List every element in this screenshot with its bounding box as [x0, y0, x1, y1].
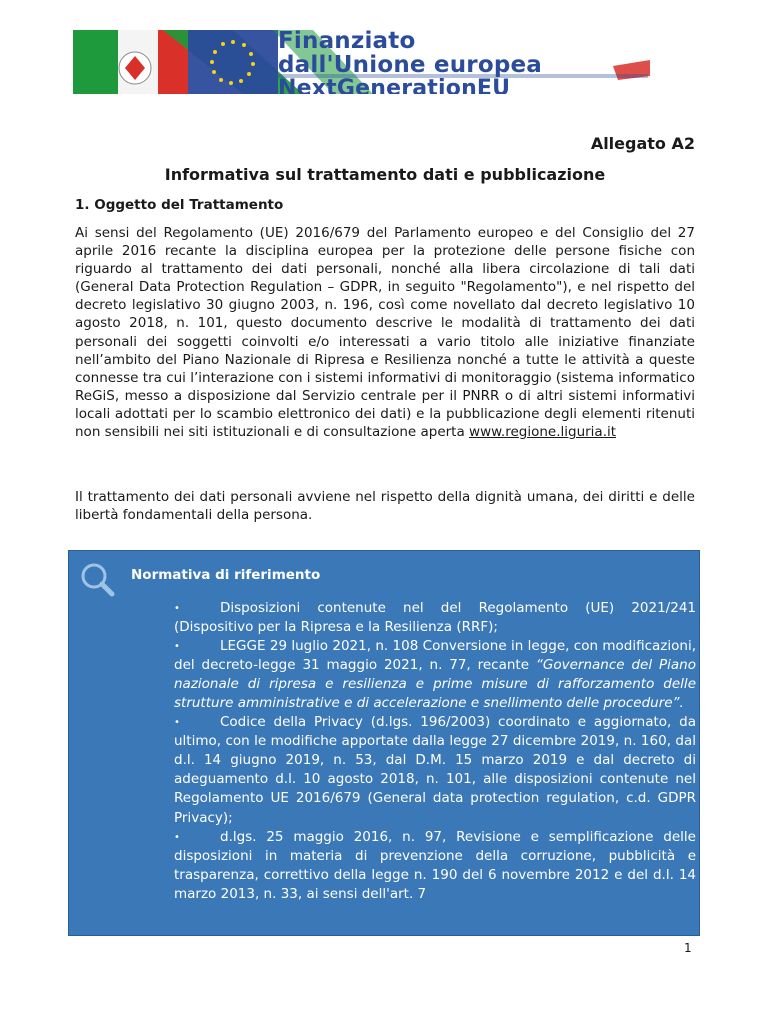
list-item-text: Disposizioni contenute nel del Regolamento (UE) 2021/241 (Dispositivo per la Ripresa e la Resilienza (RRF); — [174, 600, 696, 636]
list-item — [174, 713, 696, 827]
regione-liguria-link[interactable]: www.regione.liguria.it — [469, 424, 617, 441]
banner-line-3: NextGenerationEU — [278, 76, 511, 94]
list-item-italic: “Governance del Piano nazionale di ripresa e resilienza e prime misure di rafforzamento delle strutture amministrative e di accelerazione e snellimento delle procedure”. — [174, 657, 696, 712]
banner-line-1: Finanziato — [278, 30, 416, 54]
list-item-text: LEGGE 29 luglio 2021, n. 108 Conversione in legge, con modificazioni, del decreto-legge 31 maggio 2021, n. 77, recante — [174, 638, 696, 674]
section-heading: 1. Oggetto del Trattamento — [75, 197, 284, 213]
banner-line-2: dall'Unione europea — [278, 52, 543, 78]
paragraph-dignita: Il trattamento dei dati personali avviene nel rispetto della dignità umana, dei diritti e delle libertà fondamentali della persona. — [75, 489, 695, 524]
normativa-list — [174, 599, 696, 904]
document-title: Informativa sul trattamento dati e pubblicazione — [164, 165, 606, 184]
list-item — [174, 637, 696, 713]
paragraph-oggetto — [75, 224, 695, 441]
paragraph-oggetto-text: Ai sensi del Regolamento (UE) 2016/679 del Parlamento europeo e del Consiglio del 27 aprile 2016 recante la disciplina europea per la protezione delle persone fisiche con riguardo al trattamento dei dati personali, nonché alla libera circolazione di tali dati (General Data Protection Regulation – GDPR, in seguito "Regolamento"), e nel rispetto del decreto legislativo 30 giugno 2003, n. 196, così come novellato dal decreto legislativo 10 agosto 2018, n. 101, questo documento descrive le modalità di trattamento dei dati personali dei soggetti coinvolti e/o interessati a vario titolo alle iniziative finanziate nell’ambito del Piano Nazionale di Ripresa e Resilienza nonché a tutte le attività a queste connesse tra cui l’interazione con i sistemi informativi di monitoraggio (sistema informatico ReGiS, messo a disposizione dal Servizio centrale per il PNRR o di altri sistemi informativi locali adottati per lo scambio elettronico dei dati) e la pubblicazione degli elementi ritenuti non sensibili nei siti istituzionali e di consultazione aperta — [75, 225, 695, 441]
bullet-icon: • — [174, 603, 180, 614]
list-item — [174, 828, 696, 904]
list-item — [174, 599, 696, 637]
magnifier-icon — [77, 559, 117, 599]
list-item-text: Codice della Privacy (d.lgs. 196/2003) coordinato e aggiornato, da ultimo, con le modifiche apportate dalla legge 27 dicembre 2019, n. 160, dal d.l. 14 giugno 2019, n. 53, dal D.M. 15 marzo 2019 e dal decreto di adeguamento d.l. 10 agosto 2018, n. 101, alle disposizioni contenute nel Regolamento UE 2016/679 (General data protection regulation, c.d. GDPR Privacy); — [174, 714, 696, 826]
list-item-text: d.lgs. 25 maggio 2016, n. 97, Revisione e semplificazione delle disposizioni in materia di prevenzione della corruzione, pubblicità e trasparenza, correttivo della legge n. 190 del 6 novembre 2012 e del d.l. 14 marzo 2013, n. 33, ai sensi dell'art. 7 — [174, 828, 696, 902]
normativa-box — [68, 550, 700, 936]
bullet-icon: • — [174, 641, 180, 653]
eu-funding-banner — [73, 30, 650, 94]
bullet-icon: • — [174, 831, 180, 843]
normativa-title: Normativa di riferimento — [131, 567, 321, 583]
bullet-icon: • — [174, 717, 180, 729]
page-number: 1 — [684, 941, 692, 955]
allegato-label: Allegato A2 — [590, 134, 695, 153]
